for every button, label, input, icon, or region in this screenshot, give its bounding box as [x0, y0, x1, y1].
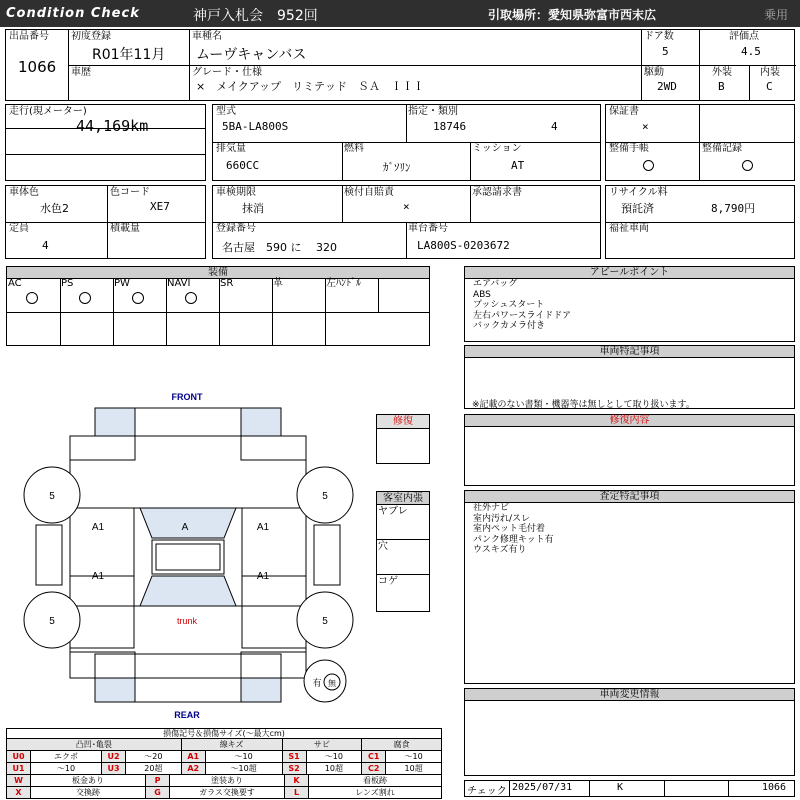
legend-desc: ガラス交換要す — [170, 787, 285, 799]
left-front-damage: A1 — [91, 522, 105, 533]
condition-check-title: Condition Check — [6, 6, 140, 21]
legend-code: A1 — [181, 751, 205, 763]
tire-fr-value: 5 — [322, 491, 328, 502]
body-color: 水色2 — [40, 202, 69, 215]
tire-fl-value: 5 — [49, 491, 55, 502]
designation: 18746 — [433, 120, 467, 133]
car-name-label: 車種名 — [192, 31, 222, 42]
legend-desc: 20超 — [126, 763, 182, 775]
left-front-door — [70, 508, 134, 576]
history-label: 車歴 — [71, 67, 91, 78]
hood-area — [70, 436, 306, 508]
equip-pw-mark — [132, 292, 144, 304]
left-rear-damage: A1 — [91, 571, 105, 582]
right-mirror — [314, 525, 340, 585]
legend-code: P — [146, 775, 170, 787]
check-label: チェック — [467, 786, 507, 797]
roof — [152, 540, 224, 574]
exterior-label: 外装 — [712, 67, 732, 78]
cabin-burn-label: コゲ — [378, 576, 398, 587]
welfare-label: 福祉車両 — [609, 223, 649, 234]
appeal-title: アピールポイント — [465, 267, 794, 279]
legend-code: U0 — [7, 751, 31, 763]
car-name: ムーヴキャンバス — [196, 47, 307, 63]
legend-code: W — [7, 775, 31, 787]
cabin-tear-label: ヤブレ — [378, 506, 408, 517]
recycle-fee: 8,790円 — [711, 202, 756, 215]
service-record-yes-mark — [742, 160, 753, 171]
load-label: 積載量 — [110, 223, 140, 234]
inspection: 抹消 — [242, 202, 264, 215]
legend-group-rust: サビ — [282, 739, 362, 751]
displacement: 660CC — [226, 159, 260, 172]
legend-desc: ～10 — [31, 763, 102, 775]
legend-desc: ～20 — [126, 751, 182, 763]
fuel: ｶﾞｿﾘﾝ — [383, 161, 411, 174]
drive: 2WD — [657, 80, 677, 93]
legend-desc: ～10超 — [205, 763, 282, 775]
rear-glass — [140, 576, 236, 606]
special-notes-disclaimer: ※記載のない書類・機器等は無しとして取り扱います。 — [472, 400, 695, 410]
legend-code: C2 — [362, 763, 386, 775]
model-label: 型式 — [216, 106, 236, 117]
equip-lhd-label: 左ﾊﾝﾄﾞﾙ — [326, 278, 361, 289]
legend-code: L — [285, 787, 309, 799]
appeal-list — [473, 279, 571, 332]
appeal-item: ABS — [473, 289, 491, 300]
appraisal-item: 社外ナビ — [473, 503, 510, 513]
right-front-damage: A1 — [256, 522, 270, 533]
legend-desc: 10超 — [306, 763, 362, 775]
legend-desc: ～10 — [306, 751, 362, 763]
lot-no: 1066 — [18, 58, 57, 76]
legend-group-dent: 凸凹･亀裂 — [7, 739, 182, 751]
appeal-item: バックカメラ付き — [473, 321, 546, 331]
legend-code: C1 — [362, 751, 386, 763]
auction-name: 神戸入札会 952回 — [193, 8, 318, 24]
color-label: 車体色 — [9, 187, 39, 198]
doors-label: ドア数 — [644, 31, 674, 42]
check-date: 2025/07/31 — [512, 782, 573, 793]
legend-desc: 交換跡 — [31, 787, 146, 799]
fuel-label: 燃料 — [344, 143, 364, 154]
front-label: FRONT — [171, 392, 203, 402]
mission: AT — [511, 159, 525, 172]
color-code: XE7 — [150, 200, 170, 213]
cabin-hole-label: 穴 — [378, 541, 388, 552]
legend-group-scratch: 線キズ — [181, 739, 282, 751]
appeal-item: 左右パワースライドドア — [473, 310, 572, 321]
front-right-corner — [241, 408, 281, 436]
rear-label: REAR — [174, 710, 200, 720]
appeal-item: プッシュスタート — [473, 300, 545, 310]
equip-navi-label: NAVI — [167, 278, 191, 289]
appraisal-item: 室内ペット毛付着 — [473, 524, 546, 534]
mission-label: ミッション — [472, 143, 522, 154]
drive-label: 駆動 — [644, 67, 664, 78]
tire-rl-value: 5 — [49, 616, 55, 627]
reg-no: 名古屋 590 に 320 — [222, 241, 337, 254]
service-book-yes-mark — [643, 160, 654, 171]
category: 4 — [551, 120, 558, 133]
mileage-label: 走行(現メーター) — [9, 106, 87, 117]
right-rear-door — [242, 576, 306, 648]
check-lot: 1066 — [762, 782, 787, 793]
spare-no: 無 — [328, 679, 336, 688]
legend-code: S1 — [282, 751, 306, 763]
exterior: B — [718, 80, 725, 93]
rear-left-corner — [95, 678, 135, 702]
change-info-box — [464, 688, 795, 776]
legend-code: S2 — [282, 763, 306, 775]
designation-label: 指定・類別 — [408, 106, 458, 117]
cabin-title: 客室内張 — [377, 492, 429, 505]
legend-code: X — [7, 787, 31, 799]
service-record-label: 整備記録 — [702, 143, 742, 154]
warranty: × — [642, 120, 649, 133]
legend-group-corrosion: 腐食 — [362, 739, 442, 751]
recycle-status: 預託済 — [621, 202, 654, 215]
repair-content-title: 修復内容 — [465, 415, 794, 427]
legend-code: U3 — [102, 763, 126, 775]
spare-yes: 有 — [312, 678, 322, 688]
color-code-label: 色コード — [110, 187, 150, 198]
capacity-label: 定員 — [9, 223, 29, 234]
legend-desc: ～10 — [386, 751, 442, 763]
service-book-label: 整備手帳 — [609, 143, 649, 154]
score: 4.5 — [741, 45, 761, 58]
equip-ps-mark — [79, 292, 91, 304]
capacity: 4 — [42, 239, 49, 252]
insurance-label: 検付自賠責 — [344, 187, 394, 198]
tire-rr-value: 5 — [322, 616, 328, 627]
windshield-damage: A — [181, 522, 189, 533]
car-damage-diagram — [0, 380, 376, 725]
appraisal-item: 室内汚れ/スレ — [473, 513, 531, 524]
grade-label: グレード・仕様 — [192, 67, 262, 78]
rear-right-corner — [241, 678, 281, 702]
appraisal-title: 査定特記事項 — [465, 491, 794, 503]
score-label: 評価点 — [729, 31, 759, 42]
appeal-item: エアバッグ — [473, 279, 518, 289]
repair-box-title: 修復 — [377, 415, 429, 429]
equip-leather-label: 革 — [273, 278, 283, 289]
damage-legend — [6, 728, 442, 796]
chassis: LA800S-0203672 — [417, 239, 510, 252]
equip-ps-label: PS — [61, 278, 74, 289]
right-rear-damage: A1 — [256, 571, 270, 582]
change-info-title: 車両変更情報 — [465, 689, 794, 701]
legend-desc: 看板跡 — [309, 775, 442, 787]
first-reg-label: 初度登録 — [71, 31, 111, 42]
equip-pw-label: PW — [114, 278, 130, 289]
appraisal-list — [473, 503, 554, 556]
trunk-label: trunk — [176, 616, 198, 626]
chassis-label: 車台番号 — [408, 223, 448, 234]
legend-code: U1 — [7, 763, 31, 775]
legend-code: A2 — [181, 763, 205, 775]
front-left-corner — [95, 408, 135, 436]
check-inspector: K — [617, 782, 624, 793]
legend-desc: ～10 — [205, 751, 282, 763]
model: 5BA-LA800S — [222, 120, 289, 133]
pickup-location: 引取場所：愛知県弥富市西末広 — [488, 8, 657, 22]
right-front-door — [242, 508, 306, 576]
mileage: 44,169km — [76, 117, 149, 135]
legend-desc: エクボ — [31, 751, 102, 763]
equip-navi-mark — [185, 292, 197, 304]
usage-type: 乗用 — [764, 8, 789, 22]
grade: × メイクアップ リミテッド ＳＡ ＩＩＩ — [196, 80, 425, 93]
repair-box — [376, 414, 430, 464]
equip-ac-mark — [26, 292, 38, 304]
equipment-title: 装備 — [7, 267, 429, 279]
doors: 5 — [662, 45, 669, 58]
lot-no-label: 出品番号 — [9, 31, 49, 42]
legend-desc: レンズ割れ — [309, 787, 442, 799]
interior: C — [766, 80, 773, 93]
legend-desc: 板金あり — [31, 775, 146, 787]
legend-desc: 10超 — [386, 763, 442, 775]
legend-code: G — [146, 787, 170, 799]
insurance: × — [403, 200, 410, 213]
equip-ac-label: AC — [8, 278, 22, 289]
first-reg: R01年11月 — [92, 47, 166, 63]
legend-title: 損傷記号＆損傷サイズ(～最大cm) — [6, 728, 442, 738]
legend-code: K — [285, 775, 309, 787]
equip-sr-label: SR — [220, 278, 234, 289]
special-notes-title: 車両特記事項 — [465, 346, 794, 358]
interior-label: 内装 — [760, 67, 780, 78]
recycle-label: リサイクル料 — [609, 187, 668, 198]
approval-label: 承認請求書 — [472, 187, 522, 198]
repair-content-box — [464, 414, 795, 486]
warranty-label: 保証書 — [609, 106, 639, 117]
displacement-label: 排気量 — [216, 143, 246, 154]
appraisal-item: ウスキズ有り — [473, 545, 527, 555]
title-bar — [0, 0, 800, 27]
left-mirror — [36, 525, 62, 585]
inspection-label: 車検期限 — [216, 187, 256, 198]
legend-code: U2 — [102, 751, 126, 763]
left-rear-door — [70, 576, 134, 648]
appraisal-item: パンク修理キット有 — [473, 534, 554, 545]
legend-desc: 塗装あり — [170, 775, 285, 787]
reg-no-label: 登録番号 — [216, 223, 256, 234]
